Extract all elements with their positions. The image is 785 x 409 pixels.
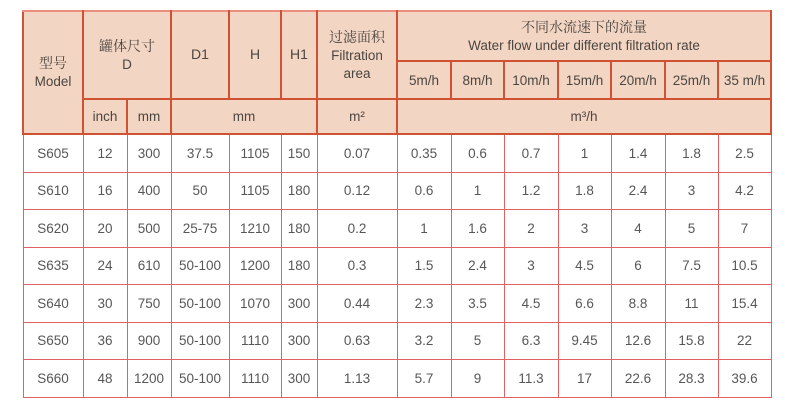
table-cell: 900 — [127, 322, 171, 360]
table-cell: 50-100 — [171, 285, 229, 323]
table-cell: 0.07 — [317, 134, 397, 172]
table-cell: 150 — [281, 134, 317, 172]
header-tank-sub: D — [122, 56, 132, 72]
table-cell: 0.12 — [317, 172, 397, 210]
table-cell: 0.35 — [397, 134, 451, 172]
table-cell: 1 — [558, 134, 611, 172]
table-cell: 50-100 — [171, 247, 229, 285]
header-h1 — [281, 11, 317, 99]
table-cell: 1070 — [229, 285, 281, 323]
header-h — [229, 11, 281, 99]
table-cell: 180 — [281, 210, 317, 248]
cell-model: S620 — [23, 210, 83, 248]
table-cell: 50-100 — [171, 360, 229, 398]
cell-model: S610 — [23, 172, 83, 210]
table-cell: 1 — [397, 210, 451, 248]
header-model-en: Model — [34, 74, 72, 89]
table-cell: 1 — [451, 172, 504, 210]
table-cell: 1110 — [229, 322, 281, 360]
table-cell: 5.7 — [397, 360, 451, 398]
table-cell: 15.8 — [665, 322, 718, 360]
header-row-units — [23, 99, 771, 134]
table-cell: 25-75 — [171, 210, 229, 248]
cell-model: S650 — [23, 322, 83, 360]
header-d1-label: D1 — [191, 46, 209, 62]
table-cell: 300 — [281, 322, 317, 360]
table-cell: 1200 — [127, 360, 171, 398]
table-cell: 4.5 — [558, 247, 611, 285]
header-flow-en: Water flow under different filtration rate — [468, 37, 700, 53]
cell-model: S660 — [23, 360, 83, 398]
table-cell: 1105 — [229, 134, 281, 172]
table-cell: 1.13 — [317, 360, 397, 398]
table-cell: 2.3 — [397, 285, 451, 323]
table-cell: 3 — [665, 172, 718, 210]
table-cell: 5 — [665, 210, 718, 248]
table-cell: 0.6 — [397, 172, 451, 210]
table-cell: 180 — [281, 247, 317, 285]
header-filtration-zh: 过滤面积 — [329, 28, 385, 45]
table-row-s660 — [23, 360, 771, 398]
table-cell: 30 — [83, 285, 127, 323]
unit-mm-d: mm — [127, 99, 171, 134]
table-cell: 36 — [83, 322, 127, 360]
table-cell: 15.4 — [718, 285, 771, 323]
unit-inch: inch — [83, 99, 127, 134]
header-rate-10mh: 10m/h — [504, 61, 558, 99]
spec-table-container — [22, 10, 772, 398]
table-cell: 1210 — [229, 210, 281, 248]
table-cell: 610 — [127, 247, 171, 285]
table-cell: 48 — [83, 360, 127, 398]
table-cell: 22 — [718, 322, 771, 360]
table-cell: 1.8 — [558, 172, 611, 210]
table-row-s640 — [23, 285, 771, 323]
table-cell: 7.5 — [665, 247, 718, 285]
unit-area-m2: m² — [317, 99, 397, 134]
table-cell: 2.4 — [451, 247, 504, 285]
table-body — [23, 134, 771, 397]
header-model — [23, 11, 83, 134]
table-cell: 12 — [83, 134, 127, 172]
table-cell: 50-100 — [171, 322, 229, 360]
table-cell: 750 — [127, 285, 171, 323]
table-cell: 0.2 — [317, 210, 397, 248]
table-cell: 5 — [451, 322, 504, 360]
table-cell: 0.3 — [317, 247, 397, 285]
table-cell: 1.6 — [451, 210, 504, 248]
table-cell: 1.2 — [504, 172, 558, 210]
table-cell: 180 — [281, 172, 317, 210]
table-cell: 4.5 — [504, 285, 558, 323]
table-cell: 2 — [504, 210, 558, 248]
table-cell: 39.6 — [718, 360, 771, 398]
table-header — [23, 11, 771, 134]
table-row-s635 — [23, 247, 771, 285]
table-cell: 2.5 — [718, 134, 771, 172]
table-cell: 1.4 — [611, 134, 665, 172]
cell-model: S605 — [23, 134, 83, 172]
header-rate-20mh: 20m/h — [611, 61, 665, 99]
table-cell: 20 — [83, 210, 127, 248]
table-cell: 1.5 — [397, 247, 451, 285]
table-cell: 10.5 — [718, 247, 771, 285]
table-cell: 500 — [127, 210, 171, 248]
unit-mm-dims: mm — [171, 99, 317, 134]
filter-spec-table — [22, 10, 772, 398]
header-rate-35mh: 35 m/h — [718, 61, 771, 99]
header-filtration-en: Filtration area — [331, 47, 383, 81]
table-cell: 11 — [665, 285, 718, 323]
header-tank-zh: 罐体尺寸 — [99, 37, 155, 54]
table-row-s610 — [23, 172, 771, 210]
header-flow-zh: 不同水流速下的流量 — [521, 18, 648, 35]
table-cell: 0.44 — [317, 285, 397, 323]
table-cell: 1110 — [229, 360, 281, 398]
table-cell: 9 — [451, 360, 504, 398]
table-cell: 6.6 — [558, 285, 611, 323]
table-cell: 1.8 — [665, 134, 718, 172]
table-cell: 4.2 — [718, 172, 771, 210]
table-cell: 3 — [558, 210, 611, 248]
header-water-flow — [397, 11, 771, 61]
table-cell: 6.3 — [504, 322, 558, 360]
table-cell: 50 — [171, 172, 229, 210]
table-cell: 6 — [611, 247, 665, 285]
header-d1 — [171, 11, 229, 99]
header-model-zh: 型号 — [39, 55, 67, 71]
table-cell: 37.5 — [171, 134, 229, 172]
table-cell: 12.6 — [611, 322, 665, 360]
header-row-titles — [23, 11, 771, 61]
table-cell: 300 — [127, 134, 171, 172]
table-cell: 1105 — [229, 172, 281, 210]
header-rate-8mh: 8m/h — [451, 61, 504, 99]
table-cell: 0.6 — [451, 134, 504, 172]
table-row-s620 — [23, 210, 771, 248]
table-cell: 8.8 — [611, 285, 665, 323]
table-cell: 0.63 — [317, 322, 397, 360]
table-cell: 2.4 — [611, 172, 665, 210]
table-cell: 400 — [127, 172, 171, 210]
table-cell: 28.3 — [665, 360, 718, 398]
table-cell: 3 — [504, 247, 558, 285]
table-cell: 300 — [281, 360, 317, 398]
header-filtration-area — [317, 11, 397, 99]
table-cell: 0.7 — [504, 134, 558, 172]
table-cell: 3.5 — [451, 285, 504, 323]
table-cell: 16 — [83, 172, 127, 210]
header-tank-size — [83, 11, 171, 99]
table-cell: 22.6 — [611, 360, 665, 398]
cell-model: S635 — [23, 247, 83, 285]
table-cell: 11.3 — [504, 360, 558, 398]
table-cell: 3.2 — [397, 322, 451, 360]
table-cell: 24 — [83, 247, 127, 285]
header-rate-25mh: 25m/h — [665, 61, 718, 99]
table-row-s605 — [23, 134, 771, 172]
header-h1-label: H1 — [290, 46, 308, 62]
table-cell: 1200 — [229, 247, 281, 285]
cell-model: S640 — [23, 285, 83, 323]
table-cell: 17 — [558, 360, 611, 398]
header-rate-5mh: 5m/h — [397, 61, 451, 99]
header-rate-15mh: 15m/h — [558, 61, 611, 99]
table-cell: 7 — [718, 210, 771, 248]
table-row-s650 — [23, 322, 771, 360]
unit-flow-m3h: m³/h — [397, 99, 771, 134]
header-h-label: H — [249, 46, 261, 62]
table-cell: 300 — [281, 285, 317, 323]
table-cell: 4 — [611, 210, 665, 248]
table-cell: 9.45 — [558, 322, 611, 360]
